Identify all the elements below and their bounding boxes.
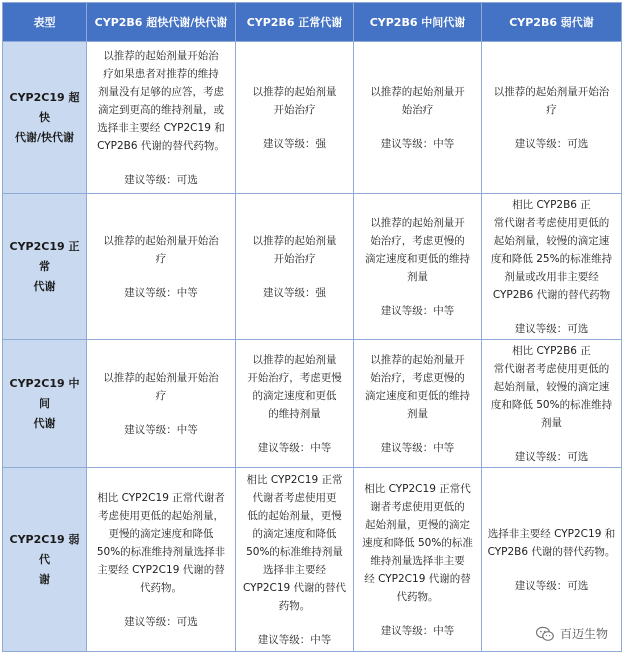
table-cell: 选择非主要经 CYP2C19 和 CYP2B6 代谢的替代药物。 建议等级：可选 [482, 468, 622, 652]
table-cell: 以推荐的起始剂量开始治 疗 建议等级：可选 [482, 42, 622, 194]
recommendation-level: 建议等级：可选 [514, 137, 589, 150]
recommendation-level: 建议等级：中等 [124, 423, 198, 436]
table-cell: 相比 CYP2C19 正常代谢者 考虑使用更低的起始剂量， 更慢的滴定速度和降低 50%的标准维持剂量选择非 主要经 CYP2C19 代谢的替 代药物。 建议等级：可选 [87, 468, 236, 652]
table-cell: 以推荐的起始剂量开 始治疗 建议等级：中等 [354, 42, 482, 194]
table-cell: 相比 CYP2C19 正常代 谢者考虑使用更低的 起始剂量，更慢的滴定 速度和降低 50%的标准 维持剂量选择非主要 经 CYP2C19 代谢的替 代药物。 建议等级：中等 [354, 468, 482, 652]
header-col: CYP2B6 超快代谢/快代谢 [87, 3, 236, 42]
table-cell: 以推荐的起始剂量开始治 疗 建议等级：中等 [87, 194, 236, 340]
recommendation-level: 建议等级：中等 [257, 441, 332, 454]
table-row [3, 42, 622, 194]
recommendation-level: 建议等级：强 [263, 137, 326, 150]
row-label: CYP2C19 正常 代谢 [3, 194, 87, 340]
table-cell: 相比 CYP2B6 正 常代谢者考虑使用更低的 起始剂量，较慢的滴定速 度和降低 50%的标准维持 剂量 建议等级：可选 [482, 340, 622, 468]
recommendation-table [2, 2, 622, 652]
table-row [3, 468, 622, 652]
table-cell: 以推荐的起始剂量 开始治疗 建议等级：强 [236, 194, 354, 340]
recommendation-level: 建议等级：中等 [257, 633, 332, 646]
table-cell: 相比 CYP2B6 正 常代谢者考虑使用更低的 起始剂量，较慢的滴定速 度和降低 25%的标准维持 剂量或改用非主要经 CYP2B6 代谢的替代药物 建议等级：可选 [482, 194, 622, 340]
wechat-icon [535, 626, 555, 642]
table-cell: 以推荐的起始剂量开始治 疗 建议等级：中等 [87, 340, 236, 468]
table-cell: 以推荐的起始剂量 开始治疗，考虑更慢 的滴定速度和更低 的维持剂量 建议等级：中等 [236, 340, 354, 468]
recommendation-level: 建议等级：中等 [124, 286, 198, 299]
recommendation-level: 建议等级：中等 [380, 624, 455, 637]
table-cell: 以推荐的起始剂量开 始治疗，考虑更慢的 滴定速度和更低的维持 剂量 建议等级：中等 [354, 340, 482, 468]
table-cell: 以推荐的起始剂量 开始治疗 建议等级：强 [236, 42, 354, 194]
table-cell: 以推荐的起始剂量开 始治疗，考虑更慢的 滴定速度和更低的维持 剂量 建议等级：中等 [354, 194, 482, 340]
recommendation-level: 建议等级：可选 [124, 615, 198, 628]
watermark-text: 百迈生物 [559, 627, 608, 641]
table-cell: 相比 CYP2C19 正常 代谢者考虑使用更 低的起始剂量，更慢 的滴定速度和降低 50%的标准维持剂量 选择非主要经 CYP2C19 代谢的替代 药物。 建议等级：中等 [236, 468, 354, 652]
recommendation-level: 建议等级：中等 [380, 304, 455, 317]
watermark [535, 625, 608, 642]
table-row [3, 194, 622, 340]
header-col: CYP2B6 正常代谢 [236, 3, 354, 42]
recommendation-level: 建议等级：可选 [124, 173, 198, 186]
table-cell: 以推荐的起始剂量开始治 疗如果患者对推荐的维持 剂量没有足够的应答，考虑 滴定到更高的维持剂量，或 选择非主要经 CYP2C19 和 CYP2B6 代谢的替代药物。 建议等级：可选 [87, 42, 236, 194]
recommendation-level: 建议等级：可选 [514, 579, 589, 592]
table-row [3, 340, 622, 468]
recommendation-level: 建议等级：强 [263, 286, 326, 299]
recommendation-level: 建议等级：可选 [514, 322, 589, 335]
header-type: 表型 [3, 3, 87, 42]
recommendation-level: 建议等级：中等 [380, 137, 455, 150]
table-header-row [3, 3, 622, 42]
recommendation-level: 建议等级：可选 [514, 450, 589, 463]
row-label: CYP2C19 中间 代谢 [3, 340, 87, 468]
row-label: CYP2C19 弱代 谢 [3, 468, 87, 652]
row-label: CYP2C19 超快 代谢/快代谢 [3, 42, 87, 194]
header-col: CYP2B6 弱代谢 [482, 3, 622, 42]
header-col: CYP2B6 中间代谢 [354, 3, 482, 42]
recommendation-level: 建议等级：中等 [380, 441, 455, 454]
